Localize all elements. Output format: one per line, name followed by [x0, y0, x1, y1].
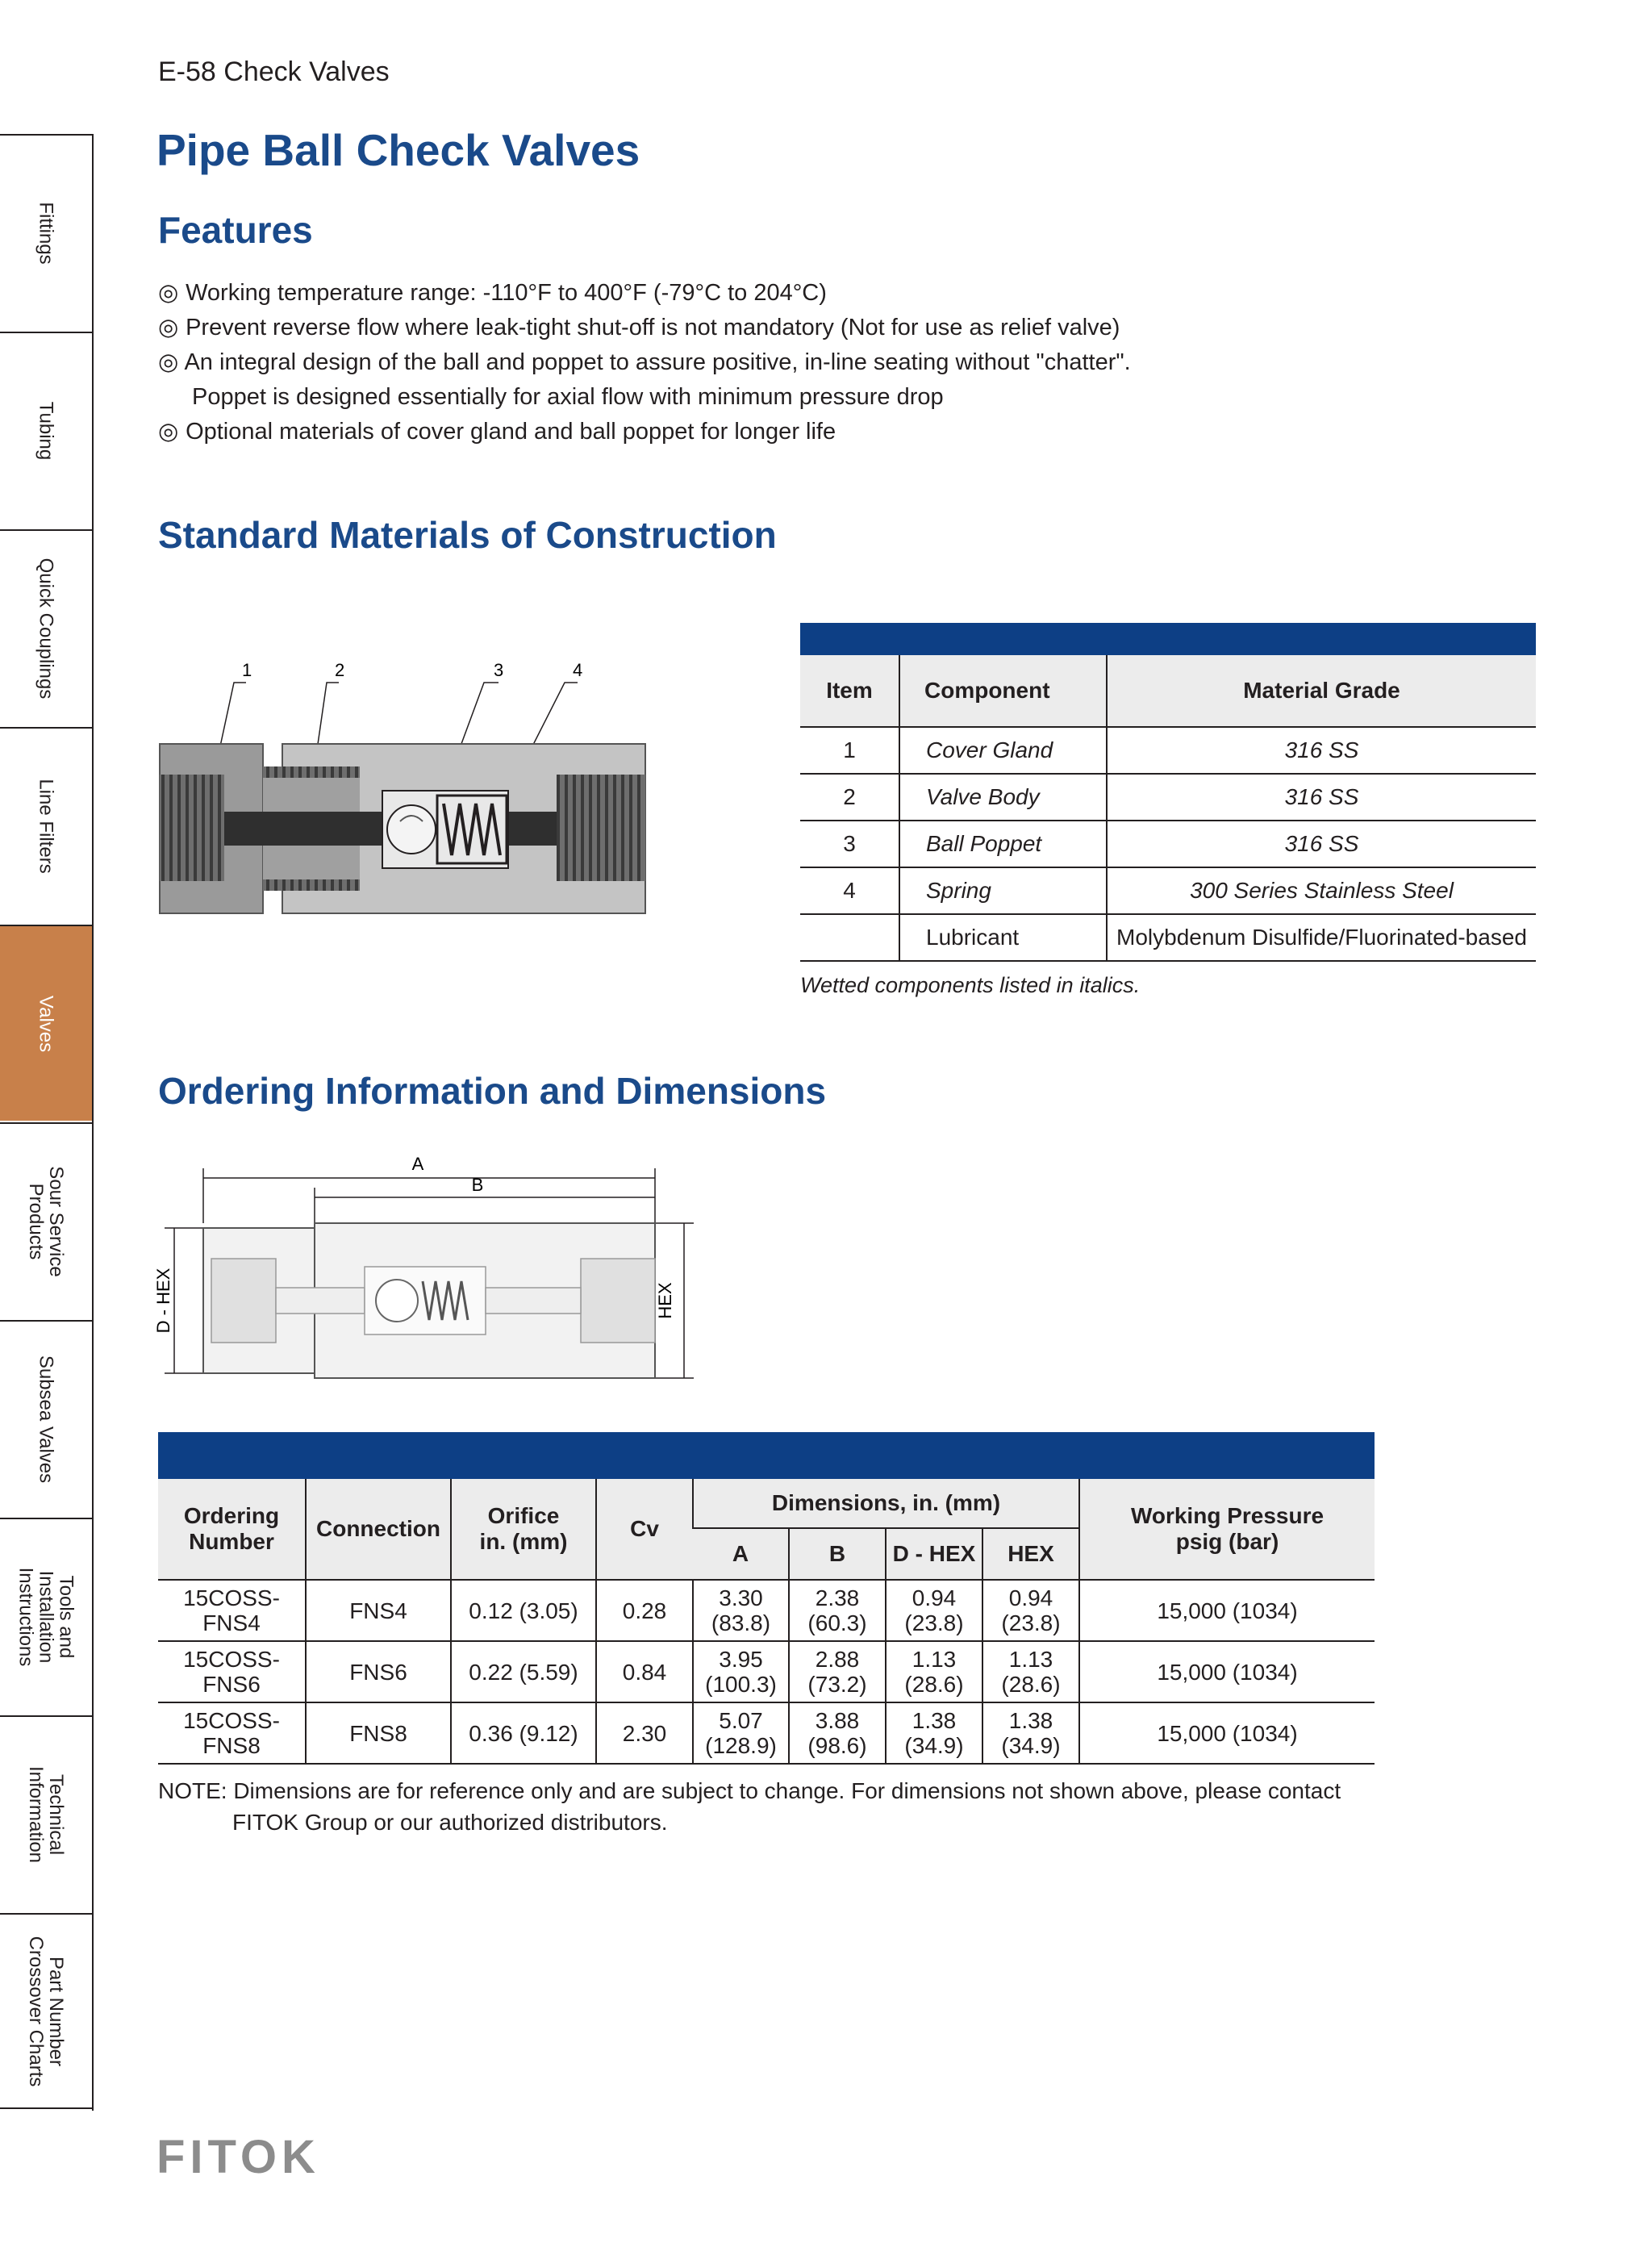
- cell-item: 1: [800, 727, 899, 774]
- bullet-icon: ◎: [158, 315, 179, 340]
- cell-working-pressure: 15,000 (1034): [1079, 1580, 1375, 1641]
- tab-label: Subsea Valves: [35, 1355, 57, 1483]
- table-row: [158, 1641, 1375, 1702]
- cell-component: Ball Poppet: [899, 821, 1107, 867]
- cell-material: 300 Series Stainless Steel: [1107, 867, 1536, 914]
- tab-label: Sour Service Products: [25, 1165, 67, 1277]
- tab-label: Tools and Installation Instructions: [15, 1567, 77, 1666]
- col-header-orifice: Orifice in. (mm): [451, 1479, 596, 1580]
- dim-label-a: A: [411, 1154, 424, 1174]
- features-list: [158, 276, 1131, 449]
- callout-2: 2: [335, 660, 345, 680]
- cell-component: Spring: [899, 867, 1107, 914]
- col-header-dimensions: Dimensions, in. (mm): [693, 1479, 1079, 1528]
- cell-cv: 0.84: [596, 1641, 693, 1702]
- features-heading: Features: [158, 209, 313, 251]
- cell-ordering-number: 15COSS-FNS8: [158, 1702, 306, 1764]
- callout-1: 1: [242, 660, 252, 680]
- cell-connection: FNS6: [306, 1641, 451, 1702]
- tab-label: Fittings: [35, 201, 57, 265]
- wetted-components-note: Wetted components listed in italics.: [800, 973, 1141, 997]
- cell-cv: 2.30: [596, 1702, 693, 1764]
- cell-dim-b: 2.38 (60.3): [789, 1580, 886, 1641]
- table-row: [158, 1702, 1375, 1764]
- tab-quick-couplings[interactable]: [0, 529, 92, 725]
- cell-dim-a: 3.30 (83.8): [693, 1580, 789, 1641]
- cell-dim-hex: 0.94 (23.8): [982, 1580, 1079, 1641]
- materials-heading: Standard Materials of Construction: [158, 514, 777, 556]
- cell-orifice: 0.12 (3.05): [451, 1580, 596, 1641]
- cell-orifice: 0.36 (9.12): [451, 1702, 596, 1764]
- tab-valves[interactable]: [0, 925, 92, 1121]
- cell-material: 316 SS: [1107, 821, 1536, 867]
- cell-orifice: 0.22 (5.59): [451, 1641, 596, 1702]
- list-item: [158, 345, 1131, 380]
- tab-label: Line Filters: [35, 778, 57, 874]
- ordering-table-wrapper: [158, 1432, 1375, 1765]
- tab-subsea-valves[interactable]: [0, 1320, 92, 1516]
- cell-dim-b: 2.88 (73.2): [789, 1641, 886, 1702]
- table-row: [800, 821, 1536, 867]
- table-row: [800, 727, 1536, 774]
- cell-dim-d-hex: 1.13 (28.6): [886, 1641, 982, 1702]
- bullet-icon: ◎: [158, 349, 179, 375]
- tab-label: Quick Couplings: [35, 558, 57, 699]
- col-header-cv: Cv: [596, 1479, 693, 1580]
- col-header-a: A: [693, 1528, 789, 1580]
- fitok-logo: FITOK: [156, 2131, 320, 2183]
- callout-4: 4: [573, 660, 583, 680]
- cell-material: 316 SS: [1107, 774, 1536, 821]
- table-header-band: [158, 1432, 1375, 1479]
- col-header-connection: Connection: [306, 1479, 451, 1580]
- cell-material: 316 SS: [1107, 727, 1536, 774]
- table-header-band: [800, 623, 1536, 655]
- cell-component: Lubricant: [899, 914, 1107, 961]
- cell-ordering-number: 15COSS-FNS6: [158, 1641, 306, 1702]
- list-item: [158, 415, 1131, 449]
- col-header-item: Item: [800, 655, 899, 727]
- tab-label: Valves: [35, 995, 57, 1052]
- cell-item: 4: [800, 867, 899, 914]
- table-row: [800, 914, 1536, 961]
- materials-table: [800, 655, 1536, 962]
- dim-label-d-hex: D - HEX: [153, 1268, 173, 1334]
- cell-connection: FNS4: [306, 1580, 451, 1641]
- tab-tubing[interactable]: [0, 332, 92, 528]
- ordering-heading: Ordering Information and Dimensions: [158, 1070, 827, 1112]
- tab-label: Tubing: [35, 401, 57, 460]
- table-header-row: [800, 655, 1536, 727]
- ordering-table: [158, 1479, 1375, 1765]
- page-header: E-58 Check Valves: [158, 56, 390, 87]
- cell-material: Molybdenum Disulfide/Fluorinated-based: [1107, 914, 1536, 961]
- note-line: FITOK Group or our authorized distributors.: [232, 1810, 668, 1835]
- tab-fittings[interactable]: [0, 134, 92, 330]
- feature-text: Working temperature range: -110°F to 400°F (-79°C to 204°C): [186, 280, 827, 306]
- dim-label-b: B: [471, 1175, 484, 1195]
- tab-sour-service-products[interactable]: [0, 1122, 92, 1318]
- cell-dim-b: 3.88 (98.6): [789, 1702, 886, 1764]
- cell-dim-d-hex: 1.38 (34.9): [886, 1702, 982, 1764]
- cell-dim-d-hex: 0.94 (23.8): [886, 1580, 982, 1641]
- cell-working-pressure: 15,000 (1034): [1079, 1702, 1375, 1764]
- cell-dim-hex: 1.38 (34.9): [982, 1702, 1079, 1764]
- list-item: [158, 276, 1131, 311]
- tab-label: Technical Information: [25, 1765, 67, 1863]
- cell-component: Cover Gland: [899, 727, 1107, 774]
- tab-technical-information[interactable]: [0, 1715, 92, 1911]
- feature-text: An integral design of the ball and poppet to assure positive, in-line seating without "chatter".: [184, 349, 1131, 375]
- table-row: [800, 774, 1536, 821]
- cell-cv: 0.28: [596, 1580, 693, 1641]
- cell-item: [800, 914, 899, 961]
- callout-3: 3: [494, 660, 504, 680]
- valve-cross-section-diagram: [153, 654, 653, 920]
- tab-part-number-crossover[interactable]: [0, 1913, 92, 2109]
- cell-connection: FNS8: [306, 1702, 451, 1764]
- bullet-icon: ◎: [158, 280, 179, 306]
- col-header-b: B: [789, 1528, 886, 1580]
- note-line: NOTE: Dimensions are for reference only and are subject to change. For dimensions not shown above, please contact: [158, 1778, 1341, 1803]
- materials-table-wrapper: [800, 623, 1536, 962]
- tab-tools-installation[interactable]: [0, 1518, 92, 1714]
- col-header-d-hex: D - HEX: [886, 1528, 982, 1580]
- cell-ordering-number: 15COSS-FNS4: [158, 1580, 306, 1641]
- col-header-working-pressure: Working Pressure psig (bar): [1079, 1479, 1375, 1580]
- side-tab-bar: [0, 134, 94, 2111]
- cell-item: 2: [800, 774, 899, 821]
- tab-line-filters[interactable]: [0, 727, 92, 923]
- col-header-component: Component: [899, 655, 1107, 727]
- cell-working-pressure: 15,000 (1034): [1079, 1641, 1375, 1702]
- bullet-icon: ◎: [158, 419, 179, 445]
- table-row: [800, 867, 1536, 914]
- cell-dim-hex: 1.13 (28.6): [982, 1641, 1079, 1702]
- valve-dimension-diagram: [145, 1146, 702, 1388]
- feature-text: Optional materials of cover gland and ball poppet for longer life: [186, 419, 836, 445]
- feature-continuation: Poppet is designed essentially for axial flow with minimum pressure drop: [192, 384, 944, 410]
- dim-label-hex: HEX: [655, 1282, 675, 1319]
- col-header-material: Material Grade: [1107, 655, 1536, 727]
- feature-text: Prevent reverse flow where leak-tight shut-off is not mandatory (Not for use as relief valve): [186, 315, 1120, 340]
- page-title: Pipe Ball Check Valves: [156, 125, 640, 175]
- ordering-note: [158, 1775, 1392, 1838]
- table-row: [158, 1580, 1375, 1641]
- table-header-row: [158, 1479, 1375, 1528]
- cell-dim-a: 3.95 (100.3): [693, 1641, 789, 1702]
- cell-component: Valve Body: [899, 774, 1107, 821]
- cell-item: 3: [800, 821, 899, 867]
- cell-dim-a: 5.07 (128.9): [693, 1702, 789, 1764]
- list-item: [158, 311, 1131, 345]
- col-header-ordering-number: Ordering Number: [158, 1479, 306, 1580]
- tab-label: Part Number Crossover Charts: [25, 1936, 67, 2086]
- col-header-hex: HEX: [982, 1528, 1079, 1580]
